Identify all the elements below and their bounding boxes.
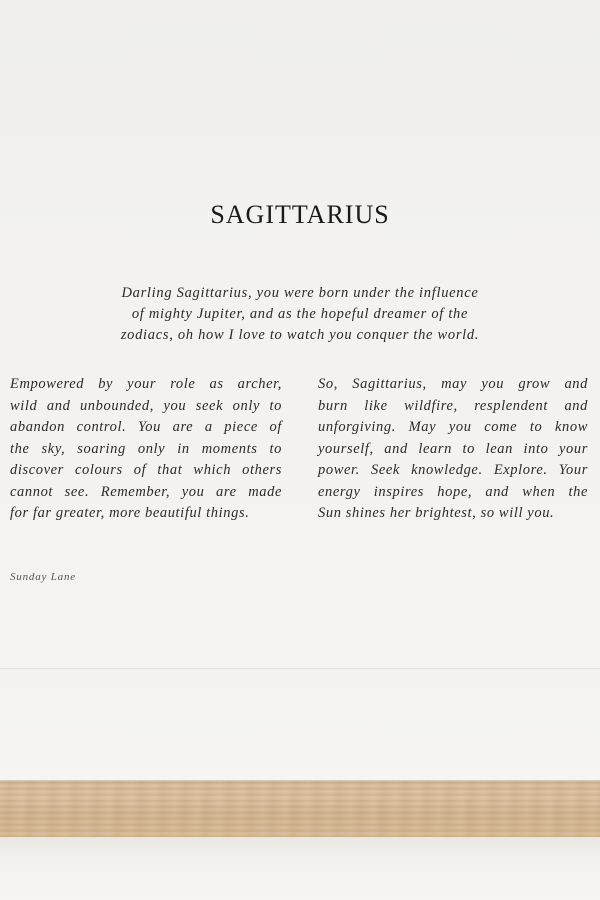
right-column-line: energy inspires hope, and when the xyxy=(318,483,588,500)
wooden-frame-edge xyxy=(0,781,600,837)
right-column-line: unforgiving. May you come to know xyxy=(318,419,588,435)
left-column-line: Empowered by your role as archer, xyxy=(10,376,282,392)
right-column-text xyxy=(318,374,588,525)
left-column-line: the sky, soaring only in moments to xyxy=(10,440,282,457)
right-column-line: Sun shines her brightest, so will you. xyxy=(318,505,555,521)
left-column-line: for far greater, more beautiful things. xyxy=(10,505,250,521)
bottom-border xyxy=(0,837,600,900)
left-column-line: abandon control. You are a piece of xyxy=(10,419,282,435)
brand-signature: Sunday Lane xyxy=(10,571,76,583)
left-column-line: wild and unbounded, you seek only to xyxy=(10,397,282,414)
intro-line: of mighty Jupiter, and as the hopeful dreamer of the xyxy=(131,306,469,322)
right-column-line: power. Seek knowledge. Explore. Your xyxy=(318,462,588,478)
left-column-line: cannot see. Remember, you are made xyxy=(10,483,282,500)
right-column-line: So, Sagittarius, may you grow and xyxy=(318,376,588,392)
right-column-line: yourself, and learn to lean into your xyxy=(318,440,588,457)
left-column-line: discover colours of that which others xyxy=(10,462,282,478)
poster-title: SAGITTARIUS xyxy=(210,200,390,229)
wall-background xyxy=(0,669,600,781)
intro-line: Darling Sagittarius, you were born under the influence xyxy=(121,285,479,301)
left-column-text xyxy=(10,374,282,525)
intro-line: zodiacs, oh how I love to watch you conquer the world. xyxy=(120,327,480,343)
right-column-line: burn like wildfire, resplendent and xyxy=(318,397,588,414)
intro-paragraph xyxy=(90,283,510,346)
